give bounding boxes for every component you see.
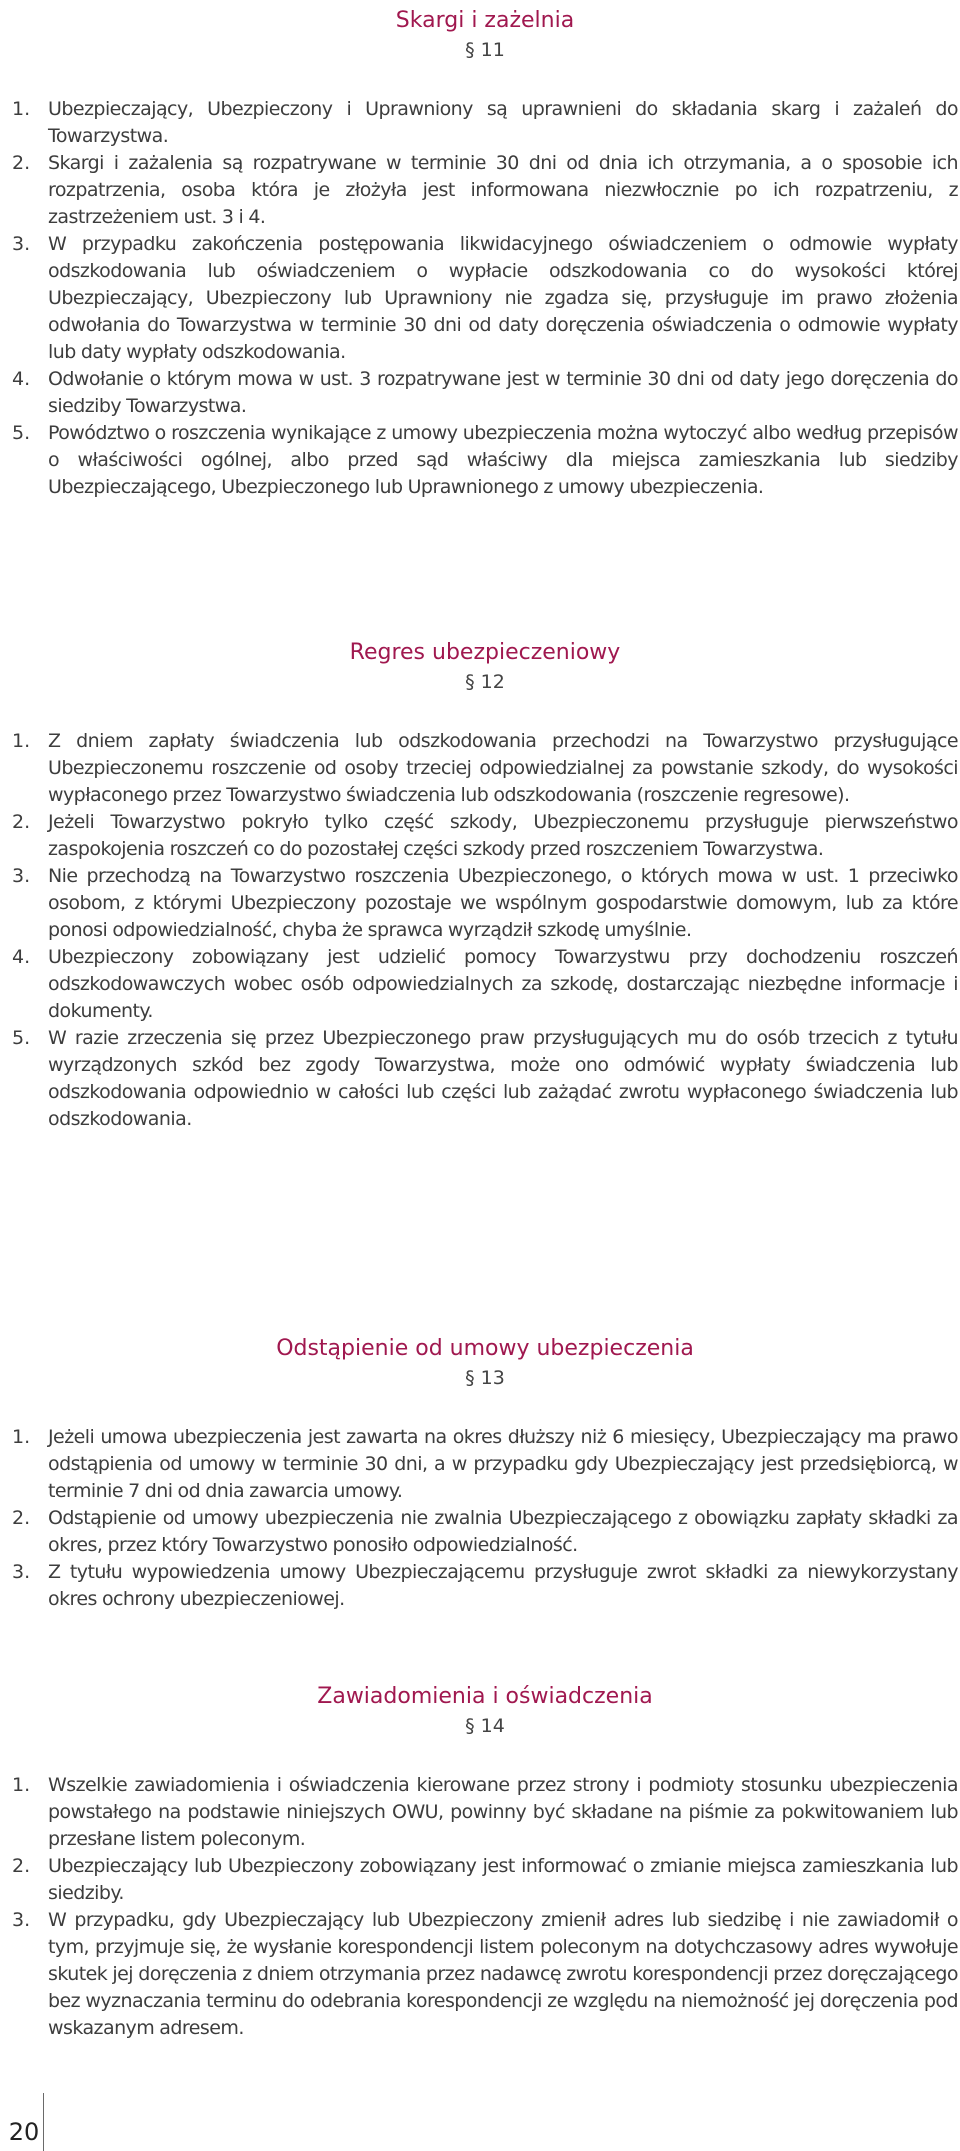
section-header <box>12 6 958 64</box>
clause-text: Ubezpieczający, Ubezpieczony i Uprawniony są uprawnieni do składania skarg i zażaleń do Towarzystwa. <box>48 98 958 147</box>
clause-item <box>12 1025 958 1133</box>
section-withdrawal <box>12 1334 958 1613</box>
section-notifications <box>12 1682 958 2042</box>
clause-item <box>12 809 958 863</box>
clause-number: 2. <box>12 1507 31 1529</box>
clause-item <box>12 728 958 809</box>
clause-number: 3. <box>12 1561 31 1583</box>
section-complaints <box>12 6 958 501</box>
clause-number: 4. <box>12 368 31 390</box>
clause-number: 5. <box>12 422 31 444</box>
clause-number: 2. <box>12 811 31 833</box>
clause-number: 3. <box>12 865 31 887</box>
clause-item <box>12 366 958 420</box>
clause-item <box>12 150 958 231</box>
section-title: Zawiadomienia i oświadczenia <box>317 1684 653 1709</box>
clause-number: 1. <box>12 1426 31 1448</box>
section-header <box>12 1334 958 1392</box>
clause-text: Nie przechodzą na Towarzystwo roszczenia Ubezpieczonego, o których mowa w ust. 1 przeciwko osobom, z którymi Ubezpieczony pozostaje we wspólnym gospodarstwie domowym, lub za które ponosi odpowiedzialność, chyba że sprawca wyrządził szkodę umyślnie. <box>48 865 958 941</box>
clause-number: 1. <box>12 98 31 120</box>
clause-number: 4. <box>12 946 31 968</box>
clause-item <box>12 96 958 150</box>
clause-number: 2. <box>12 152 31 174</box>
section-number: § 12 <box>465 671 505 693</box>
clause-item <box>12 1559 958 1613</box>
clause-number: 2. <box>12 1855 31 1877</box>
section-title: Skargi i zażelnia <box>395 8 575 33</box>
clause-number: 5. <box>12 1027 31 1049</box>
clause-text: Z tytułu wypowiedzenia umowy Ubezpieczającemu przysługuje zwrot składki za niewykorzystany okres ochrony ubezpieczeniowej. <box>48 1561 958 1610</box>
clause-text: Odstąpienie od umowy ubezpieczenia nie zwalnia Ubezpieczającego z obowiązku zapłaty składki za okres, przez który Towarzystwo ponosiło odpowiedzialność. <box>48 1507 958 1556</box>
section-header <box>12 638 958 696</box>
clause-item <box>12 1853 958 1907</box>
clause-item <box>12 944 958 1025</box>
clause-item <box>12 1907 958 2042</box>
clause-list <box>12 1424 958 1613</box>
clause-text: Powództwo o roszczenia wynikające z umowy ubezpieczenia można wytoczyć albo według przepisów o właściwości ogólnej, albo przed sąd właściwy dla miejsca zamieszkania lub siedziby Ubezpieczającego, Ubezpieczonego lub Uprawnionego z umowy ubezpieczenia. <box>48 422 958 498</box>
clause-list <box>12 728 958 1133</box>
clause-number: 1. <box>12 730 31 752</box>
clause-text: W razie zrzeczenia się przez Ubezpieczonego praw przysługujących mu do osób trzecich z tytułu wyrządzonych szkód bez zgody Towarzystwa, może ono odmówić wypłaty świadczenia lub odszkodowania odpowiednio w całości lub części lub zażądać zwrotu wypłaconego świadczenia lub odszkodowania. <box>48 1027 958 1130</box>
clause-item <box>12 420 958 501</box>
section-number: § 11 <box>465 39 505 61</box>
clause-text: Jeżeli umowa ubezpieczenia jest zawarta na okres dłuższy niż 6 miesięcy, Ubezpieczający ma prawo odstąpienia od umowy w terminie 30 dni, a w przypadku gdy Ubezpieczający jest przedsiębiorcą, w terminie 7 dni od dnia zawarcia umowy. <box>48 1426 958 1502</box>
section-number: § 14 <box>465 1715 505 1737</box>
clause-item <box>12 1772 958 1853</box>
clause-item <box>12 1505 958 1559</box>
clause-text: W przypadku zakończenia postępowania likwidacyjnego oświadczeniem o odmowie wypłaty odszkodowania lub oświadczeniem o wypłacie odszkodowania co do wysokości której Ubezpieczający, Ubezpieczony lub Uprawniony nie zgadza się, przysługuje im prawo złożenia odwołania do Towarzystwa w terminie 30 dni od daty doręczenia oświadczenia o odmowie wypłaty lub daty wypłaty odszkodowania. <box>48 233 958 363</box>
section-header <box>12 1682 958 1740</box>
section-title: Regres ubezpieczeniowy <box>349 640 621 665</box>
clause-number: 1. <box>12 1774 31 1796</box>
section-number: § 13 <box>465 1367 505 1389</box>
clause-list <box>12 96 958 501</box>
clause-text: Z dniem zapłaty świadczenia lub odszkodowania przechodzi na Towarzystwo przysługujące Ubezpieczonemu roszczenie od osoby trzeciej odpowiedzialnej za powstanie szkody, do wysokości wypłaconego przez Towarzystwo świadczenia lub odszkodowania (roszczenie regresowe). <box>48 730 958 806</box>
clause-item <box>12 1424 958 1505</box>
clause-text: Ubezpieczający lub Ubezpieczony zobowiązany jest informować o zmianie miejsca zamieszkania lub siedziby. <box>48 1855 958 1904</box>
clause-text: Wszelkie zawiadomienia i oświadczenia kierowane przez strony i podmioty stosunku ubezpieczenia powstałego na podstawie niniejszych OWU, powinny być składane na piśmie za pokwitowaniem lub przesłane listem poleconym. <box>48 1774 958 1850</box>
section-title: Odstąpienie od umowy ubezpieczenia <box>276 1336 694 1361</box>
section-recourse <box>12 638 958 1133</box>
clause-number: 3. <box>12 1909 31 1931</box>
clause-text: Jeżeli Towarzystwo pokryło tylko część szkody, Ubezpieczonemu przysługuje pierwszeństwo zaspokojenia roszczeń co do pozostałej części szkody przed roszczeniem Towarzystwa. <box>48 811 958 860</box>
clause-text: Odwołanie o którym mowa w ust. 3 rozpatrywane jest w terminie 30 dni od daty jego doręczenia do siedziby Towarzystwa. <box>48 368 958 417</box>
clause-item <box>12 863 958 944</box>
clause-item <box>12 231 958 366</box>
clause-text: Skargi i zażalenia są rozpatrywane w terminie 30 dni od dnia ich otrzymania, a o sposobie ich rozpatrzenia, osoba która je złożyła jest informowana niezwłocznie po ich rozpatrzeniu, z zastrzeżeniem ust. 3 i 4. <box>48 152 958 228</box>
clause-number: 3. <box>12 233 31 255</box>
clause-text: Ubezpieczony zobowiązany jest udzielić pomocy Towarzystwu przy dochodzeniu roszczeń odszkodowawczych wobec osób odpowiedzialnych za szkodę, dostarczając niezbędne informacje i dokumenty. <box>48 946 958 1022</box>
clause-text: W przypadku, gdy Ubezpieczający lub Ubezpieczony zmienił adres lub siedzibę i nie zawiadomił o tym, przyjmuje się, że wysłanie korespondencji listem poleconym na dotychczasowy adres wywołuje skutek jej doręczenia z dniem otrzymania przez nadawcę zwrotu korespondencji przez doręczającego bez wyznaczania terminu do odebrania korespondencji ze względu na niemożność jej doręczenia pod wskazanym adresem. <box>48 1909 958 2039</box>
page-number: 20 <box>8 2118 40 2146</box>
clause-list <box>12 1772 958 2042</box>
